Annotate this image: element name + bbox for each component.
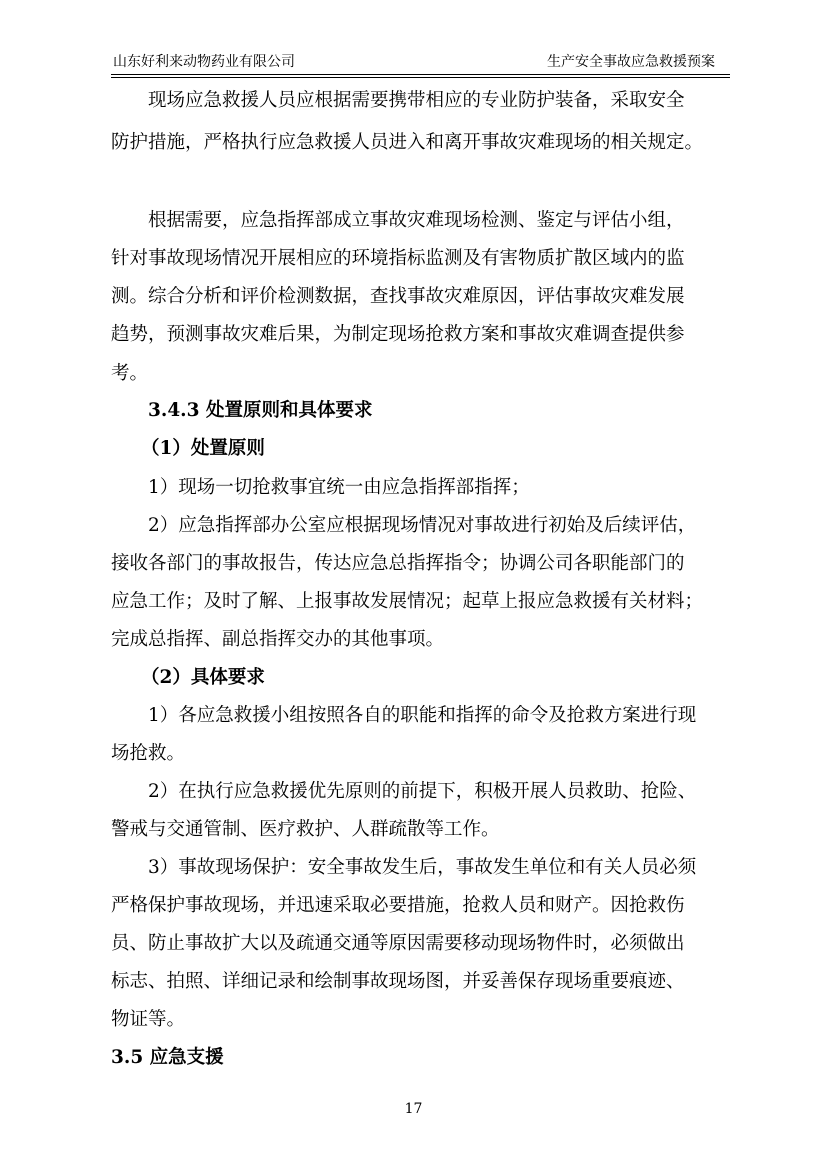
paragraph-line: 考。	[111, 363, 149, 384]
paragraph-line: 完成总指挥、副总指挥交办的其他事项。	[111, 629, 445, 650]
paragraph-line: 警戒与交通管制、医疗救护、人群疏散等工作。	[111, 819, 500, 840]
header-rule	[111, 74, 730, 75]
page-number: 17	[404, 1101, 423, 1117]
list-item: 3）事故现场保护：安全事故发生后，事故发生单位和有关人员必须	[148, 857, 697, 878]
paragraph-line: 严格保护事故现场，并迅速采取必要措施，抢救人员和财产。因抢救伤	[111, 895, 685, 916]
subsection-heading: （1）处置原则	[141, 438, 265, 459]
paragraph-line: 场抢救。	[111, 743, 186, 764]
company-name: 山东好利来动物药业有限公司	[113, 54, 295, 70]
paragraph-line: 接收各部门的事故报告，传达应急总指挥指令；协调公司各职能部门的	[111, 553, 685, 574]
list-item: 1）现场一切抢救事宜统一由应急指挥部指挥；	[148, 477, 530, 498]
paragraph-line: 现场应急救援人员应根据需要携带相应的专业防护装备，采取安全	[148, 90, 685, 111]
section-heading: 3.4.3 处置原则和具体要求	[148, 400, 373, 421]
paragraph-line: 标志、拍照、详细记录和绘制事故现场图，并妥善保存现场重要痕迹、	[111, 971, 685, 992]
paragraph-line: 测。综合分析和评价检测数据，查找事故灾难原因，评估事故灾难发展	[111, 286, 685, 307]
paragraph-line: 员、防止事故扩大以及疏通交通等原因需要移动现场物件时，必须做出	[111, 933, 685, 954]
paragraph-line: 趋势，预测事故灾难后果，为制定现场抢救方案和事故灾难调查提供参	[111, 324, 685, 345]
header-rule-thin	[111, 77, 730, 78]
document-title: 生产安全事故应急救援预案	[547, 54, 715, 70]
paragraph-line: 根据需要，应急指挥部成立事故灾难现场检测、鉴定与评估小组，	[148, 210, 685, 231]
paragraph-line: 物证等。	[111, 1009, 186, 1030]
subsection-heading: （2）具体要求	[141, 667, 265, 688]
paragraph-line: 防护措施，严格执行应急救援人员进入和离开事故灾难现场的相关规定。	[111, 132, 704, 153]
paragraph-line: 应急工作；及时了解、上报事故发展情况；起草上报应急救援有关材料；	[111, 591, 704, 612]
list-item: 1）各应急救援小组按照各自的职能和指挥的命令及抢救方案进行现	[148, 705, 697, 726]
list-item: 2）在执行应急救援优先原则的前提下，积极开展人员救助、抢险、	[148, 781, 697, 802]
paragraph-line: 针对事故现场情况开展相应的环境指标监测及有害物质扩散区域内的监	[111, 248, 685, 269]
section-heading: 3.5 应急支援	[111, 1047, 224, 1068]
list-item: 2）应急指挥部办公室应根据现场情况对事故进行初始及后续评估，	[148, 515, 697, 536]
